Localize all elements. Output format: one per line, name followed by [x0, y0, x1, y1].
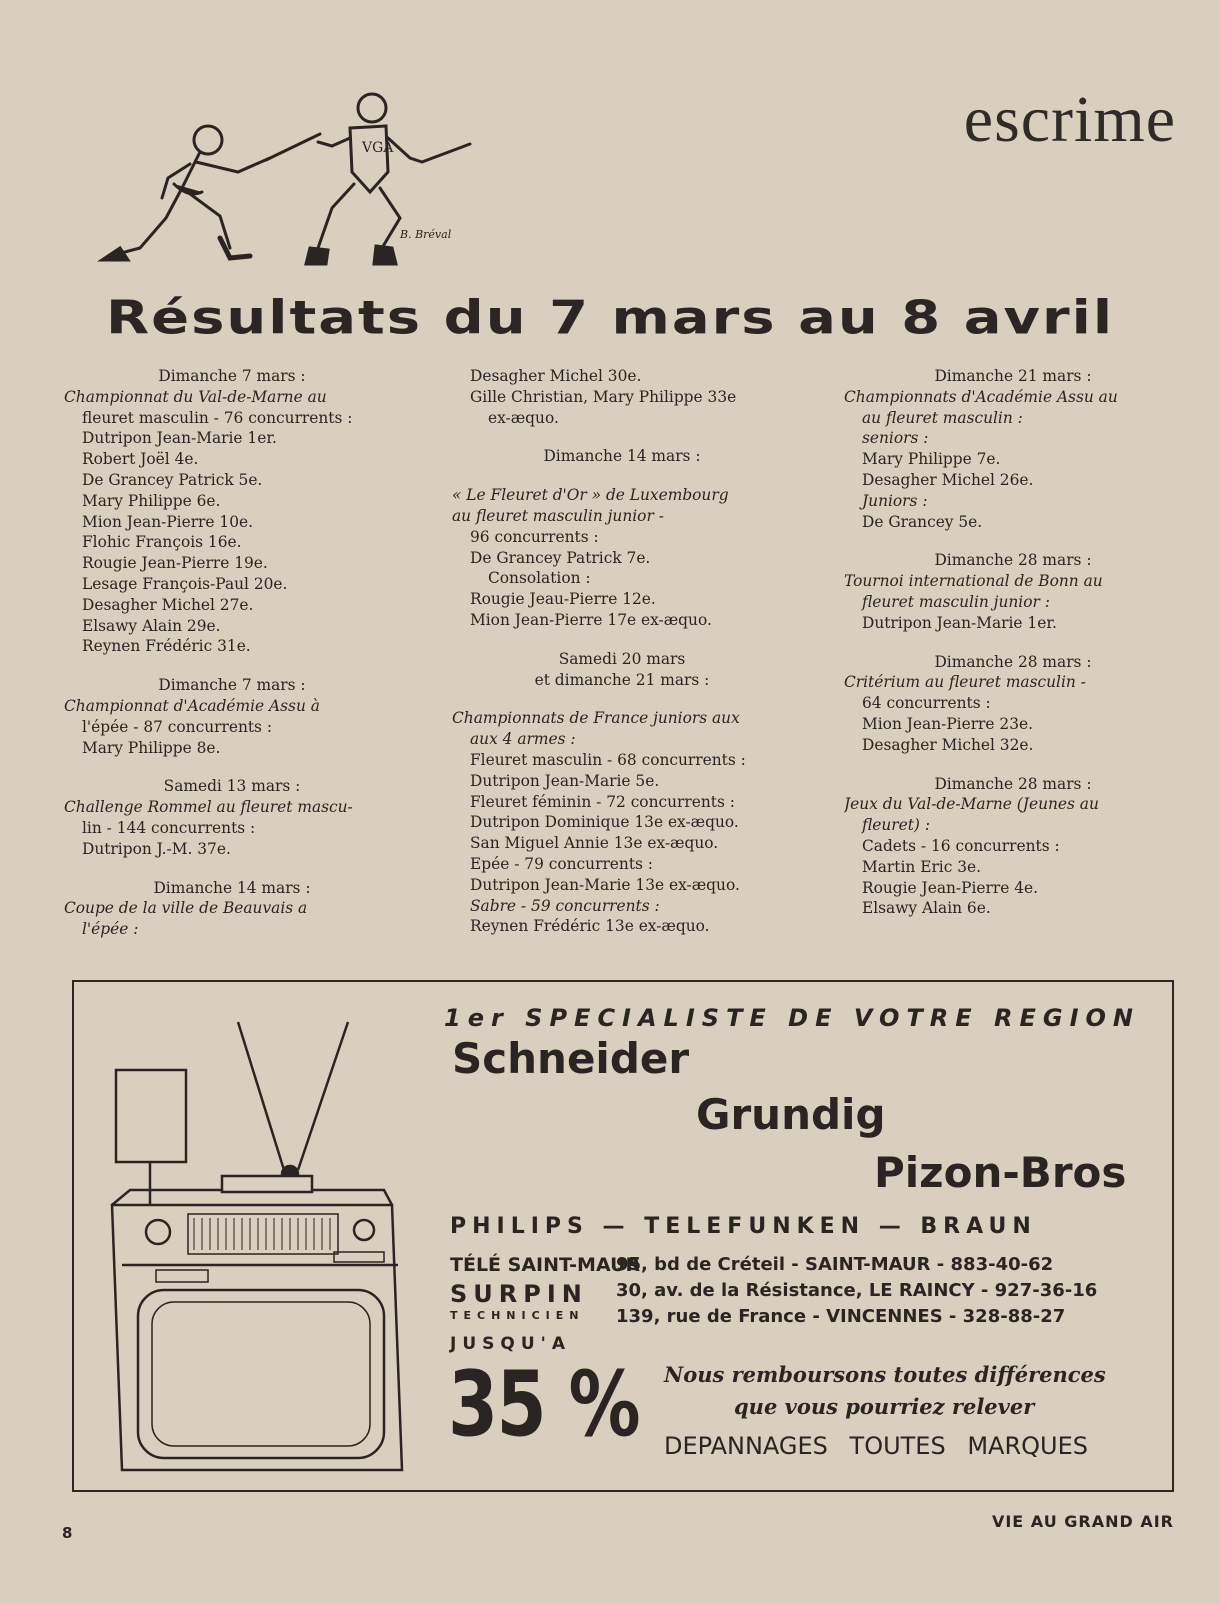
result-line: Dimanche 14 mars :	[543, 447, 701, 466]
brand-pizon-bros: Pizon-Bros	[874, 1148, 1127, 1197]
spacer	[64, 657, 400, 675]
store-tele-saint-maur: TÉLÉ SAINT-MAUR	[450, 1254, 641, 1276]
result-line: au fleuret masculin :	[862, 408, 1023, 427]
spacer	[844, 634, 1182, 652]
result-line: Flohic François 16e.	[82, 533, 242, 552]
result-line: Mary Philippe 7e.	[862, 450, 1001, 469]
result-line: San Miguel Annie 13e ex-æquo.	[470, 834, 719, 853]
results-column-3	[844, 366, 1182, 919]
spacer	[452, 631, 792, 649]
result-line: fleuret masculin - 76 concurrents :	[82, 408, 353, 427]
brands-line: PHILIPS — TELEFUNKEN — BRAUN	[450, 1214, 1037, 1239]
result-line: Lesage François-Paul 20e.	[82, 574, 288, 593]
result-line: Mion Jean-Pierre 17e ex-æquo.	[470, 610, 712, 629]
store-surpin: SURPIN	[450, 1280, 588, 1308]
result-line: Championnats d'Académie Assu au	[844, 387, 1118, 406]
result-line: Martin Eric 3e.	[862, 857, 982, 876]
result-line: aux 4 armes :	[470, 730, 576, 749]
result-line: Rougie Jean-Pierre 19e.	[82, 554, 268, 573]
result-line: Dimanche 14 mars :	[153, 878, 311, 897]
page-number: 8	[62, 1524, 73, 1542]
result-line: Sabre - 59 concurrents :	[470, 896, 660, 915]
advertisement	[72, 980, 1174, 1492]
result-line: Elsawy Alain 29e.	[82, 616, 221, 635]
result-line: Fleuret masculin - 68 concurrents :	[470, 750, 746, 769]
result-line: Reynen Frédéric 13e ex-æquo.	[470, 917, 710, 936]
spacer	[452, 690, 792, 708]
spacer	[844, 756, 1182, 774]
result-line: Dimanche 7 mars :	[158, 676, 306, 695]
result-line: Critérium au fleuret masculin -	[844, 673, 1086, 692]
result-line: Elsawy Alain 6e.	[862, 899, 991, 918]
address-1: 95, bd de Créteil - SAINT-MAUR - 883-40-62	[616, 1254, 1054, 1275]
ad-specialist-line: 1er SPECIALISTE DE VOTRE REGION	[444, 1004, 1141, 1032]
spacer	[64, 860, 400, 878]
fencers-illustration	[70, 88, 490, 278]
result-line: Juniors :	[862, 491, 928, 510]
results-column-2	[452, 366, 792, 937]
result-line: Desagher Michel 32e.	[862, 735, 1034, 754]
result-line: Challenge Rommel au fleuret mascu-	[64, 798, 353, 817]
result-line: Championnat d'Académie Assu à	[64, 696, 320, 715]
up-to-label: JUSQU'A	[450, 1334, 571, 1354]
store-surpin-subtitle: TECHNICIEN	[450, 1309, 585, 1322]
result-line: ex-æquo.	[488, 408, 559, 427]
result-line: De Grancey Patrick 7e.	[470, 548, 651, 567]
result-line: 64 concurrents :	[862, 694, 991, 713]
brand-schneider: Schneider	[452, 1034, 690, 1083]
spacer	[64, 758, 400, 776]
result-line: fleuret) :	[862, 816, 931, 835]
result-line: « Le Fleuret d'Or » de Luxembourg	[452, 486, 729, 505]
results-column-1	[64, 366, 400, 940]
repair-line: DEPANNAGES TOUTES MARQUES	[664, 1432, 1088, 1460]
result-line: l'épée - 87 concurrents :	[82, 717, 273, 736]
result-line: Robert Joël 4e.	[82, 450, 199, 469]
result-line: Coupe de la ville de Beauvais a	[64, 899, 308, 918]
brand-grundig: Grundig	[696, 1090, 886, 1139]
headline: Résultats du 7 mars au 8 avril	[105, 291, 1115, 346]
result-line: Rougie Jeau-Pierre 12e.	[470, 590, 656, 609]
result-line: Mion Jean-Pierre 10e.	[82, 512, 254, 531]
result-line: Dutripon Jean-Marie 5e.	[470, 771, 660, 790]
result-line: Gille Christian, Mary Philippe 33e	[470, 387, 737, 406]
result-line: Fleuret féminin - 72 concurrents :	[470, 792, 735, 811]
result-line: Dimanche 7 mars :	[158, 367, 306, 385]
result-line: Mary Philippe 8e.	[82, 738, 221, 757]
magazine-name: VIE AU GRAND AIR	[991, 1512, 1174, 1531]
result-line: Dutripon J.-M. 37e.	[82, 839, 231, 858]
result-line: Desagher Michel 30e.	[470, 367, 642, 385]
result-line: Desagher Michel 26e.	[862, 470, 1034, 489]
result-line: l'épée :	[82, 920, 139, 939]
result-line: au fleuret masculin junior -	[452, 506, 664, 525]
spacer	[452, 467, 792, 485]
result-line: Consolation :	[488, 569, 591, 588]
result-line: De Grancey 5e.	[862, 512, 983, 531]
result-line: fleuret masculin junior :	[862, 592, 1050, 611]
result-line: 96 concurrents :	[470, 527, 599, 546]
result-line: Championnat du Val-de-Marne au	[64, 387, 327, 406]
result-line: Dimanche 28 mars :	[934, 551, 1092, 570]
result-line: Dimanche 21 mars :	[934, 367, 1092, 385]
result-line: Desagher Michel 27e.	[82, 595, 254, 614]
television-illustration	[102, 1000, 432, 1480]
result-line: Mion Jean-Pierre 23e.	[862, 714, 1034, 733]
result-line: seniors :	[862, 429, 929, 448]
result-line: Samedi 20 mars	[558, 649, 686, 668]
spacer	[844, 532, 1182, 550]
refund-line-2: que vous pourriez relever	[734, 1394, 1035, 1419]
result-line: Dutripon Jean-Marie 1er.	[862, 613, 1057, 632]
result-line: Samedi 13 mars :	[163, 777, 301, 796]
address-2: 30, av. de la Résistance, LE RAINCY - 927-36-16	[616, 1280, 1098, 1301]
result-line: Dutripon Dominique 13e ex-æquo.	[470, 813, 739, 832]
illustration-signature: B. Bréval	[400, 228, 452, 241]
discount-percentage: 35 %	[448, 1352, 640, 1457]
spacer	[452, 428, 792, 446]
result-line: Tournoi international de Bonn au	[844, 572, 1103, 591]
result-line: Reynen Frédéric 31e.	[82, 637, 251, 656]
result-line: De Grancey Patrick 5e.	[82, 470, 263, 489]
result-line: Epée - 79 concurrents :	[470, 854, 653, 873]
result-line: Dutripon Jean-Marie 13e ex-æquo.	[470, 875, 740, 894]
section-title: escrime	[963, 83, 1176, 156]
result-line: Dutripon Jean-Marie 1er.	[82, 429, 277, 448]
result-line: lin - 144 concurrents :	[82, 818, 256, 837]
result-line: Mary Philippe 6e.	[82, 491, 221, 510]
svg-text:VGA: VGA	[362, 140, 394, 156]
result-line: Championnats de France juniors aux	[452, 709, 740, 728]
result-line: Rougie Jean-Pierre 4e.	[862, 878, 1039, 897]
address-3: 139, rue de France - VINCENNES - 328-88-27	[616, 1306, 1066, 1327]
refund-line-1: Nous remboursons toutes différences	[664, 1362, 1106, 1387]
result-line: Dimanche 28 mars :	[934, 652, 1092, 671]
result-line: Cadets - 16 concurrents :	[862, 836, 1060, 855]
result-line: Jeux du Val-de-Marne (Jeunes au	[844, 795, 1099, 814]
result-line: et dimanche 21 mars :	[534, 670, 710, 689]
result-line: Dimanche 28 mars :	[934, 774, 1092, 793]
